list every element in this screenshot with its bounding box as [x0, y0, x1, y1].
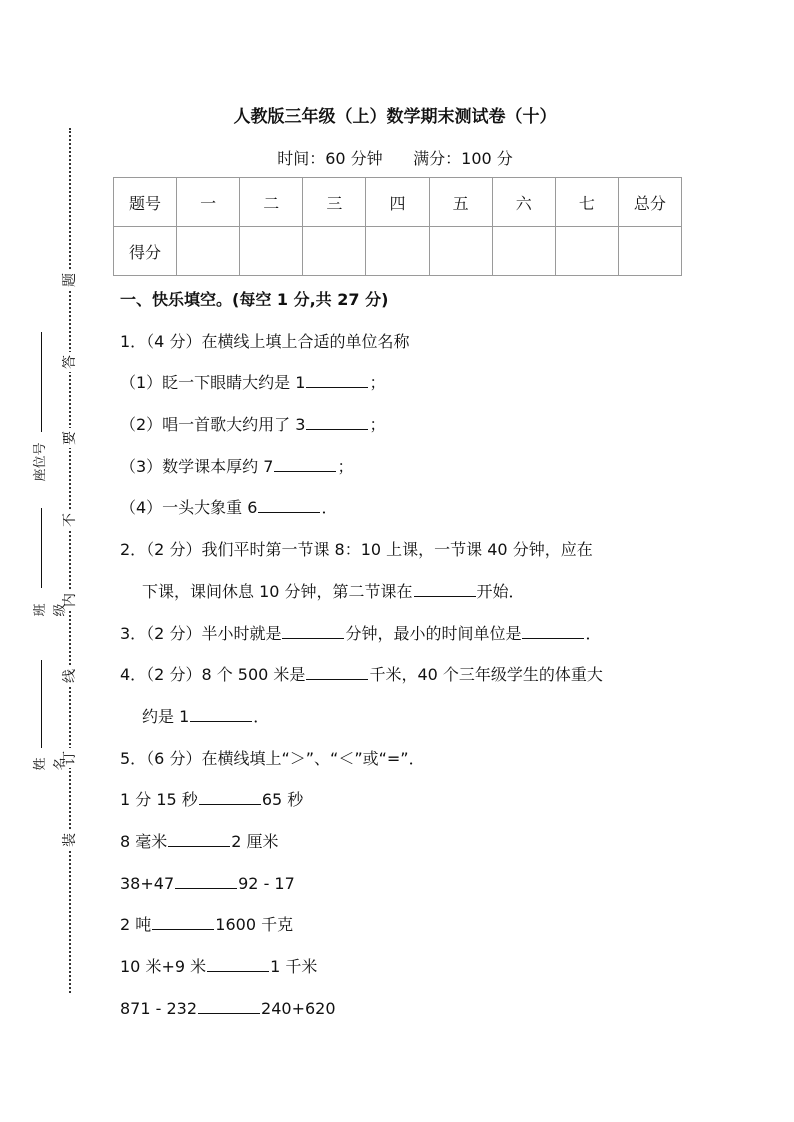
- answer-blank[interactable]: [190, 703, 252, 722]
- name-field-line[interactable]: [41, 660, 42, 748]
- answer-blank[interactable]: [282, 620, 344, 639]
- answer-blank[interactable]: [306, 411, 368, 430]
- item-text: 4．（2 分）8 个 500 米是: [120, 665, 306, 685]
- class-field-line[interactable]: [41, 508, 42, 588]
- comparison-left: 1 分 15 秒: [120, 790, 198, 810]
- score-cell[interactable]: [492, 227, 555, 276]
- question-1-item: [120, 452, 690, 494]
- comparison-item: [120, 994, 690, 1036]
- answer-blank[interactable]: [274, 453, 336, 472]
- score-table-header-cell: 四: [366, 178, 429, 227]
- score-table-header-cell: 总分: [618, 178, 681, 227]
- exam-time: 时间：60 分钟: [277, 149, 383, 168]
- comparison-right: 240+620: [261, 998, 336, 1018]
- item-punct: ．: [253, 706, 270, 726]
- answer-blank[interactable]: [175, 870, 237, 889]
- exam-info: [110, 146, 680, 172]
- comparison-item: [120, 785, 690, 827]
- comparison-left: 10 米+9 米: [120, 957, 207, 976]
- comparison-item: [120, 869, 690, 911]
- question-1-item: [120, 368, 690, 410]
- answer-blank[interactable]: [306, 369, 368, 388]
- score-table-header-cell: 六: [492, 178, 555, 227]
- score-table-header-row: [114, 178, 682, 227]
- seal-char-5: 不: [60, 510, 80, 530]
- comparison-right: 1600 千克: [215, 915, 294, 935]
- seal-char-8: 题: [60, 270, 80, 290]
- comparison-right: 92 - 17: [238, 873, 295, 893]
- seal-char-3: 线: [60, 666, 80, 686]
- item-punct: ；: [369, 373, 386, 393]
- answer-blank[interactable]: [199, 786, 261, 805]
- item-punct: ；: [337, 456, 354, 476]
- seal-char-4: 内: [60, 590, 80, 610]
- comparison-right: 65 秒: [261, 790, 304, 810]
- comparison-left: 38+47: [120, 873, 175, 893]
- score-table-score-row: [114, 227, 682, 276]
- question-content: [120, 285, 690, 1035]
- comparison-right: 1 千米: [270, 957, 318, 976]
- question-4-line-2: [120, 702, 690, 744]
- item-text: 分钟，最小的时间单位是: [345, 623, 522, 643]
- score-cell[interactable]: [429, 227, 492, 276]
- binding-dotted-line: [69, 128, 71, 993]
- question-5-stem: 5．（6 分）在横线填上“＞”、“＜”或“=”．: [120, 748, 425, 768]
- binding-margin: [0, 0, 110, 1122]
- answer-blank[interactable]: [258, 494, 320, 513]
- seal-char-7: 答: [60, 352, 80, 372]
- seal-char-1: 装: [60, 830, 80, 850]
- seat-label: 座位号: [33, 442, 48, 482]
- score-table-header-cell: 二: [240, 178, 303, 227]
- comparison-left: 871 - 232: [120, 998, 198, 1018]
- item-text: 3．（2 分）半小时就是: [120, 623, 282, 643]
- answer-blank[interactable]: [168, 828, 230, 847]
- score-cell[interactable]: [555, 227, 618, 276]
- question-1-item: [120, 410, 690, 452]
- score-cell[interactable]: [366, 227, 429, 276]
- score-cell[interactable]: [177, 227, 240, 276]
- question-1-item: [120, 493, 690, 535]
- seal-char-6: 要: [60, 428, 80, 448]
- item-punct: ；: [369, 415, 386, 435]
- item-text: （4）一头大象重 6: [120, 498, 258, 518]
- score-table-header-cell: 七: [555, 178, 618, 227]
- score-table-header-cell: 一: [177, 178, 240, 227]
- score-table-header-cell: 题号: [114, 178, 177, 227]
- item-text: （2）唱一首歌大约用了 3: [120, 415, 306, 435]
- exam-full-score: 满分：100 分: [413, 149, 513, 168]
- score-cell[interactable]: [240, 227, 303, 276]
- answer-blank[interactable]: [207, 953, 269, 972]
- item-text: （3）数学课本厚约 7: [120, 456, 274, 476]
- comparison-left: 8 毫米: [120, 831, 168, 851]
- score-cell[interactable]: [618, 227, 681, 276]
- item-punct: ．: [321, 498, 338, 518]
- question-2-line-2: [120, 577, 690, 619]
- comparison-item: [120, 827, 690, 869]
- answer-blank[interactable]: [414, 578, 476, 597]
- seal-char-2: 订: [60, 748, 80, 768]
- question-3: [120, 619, 690, 661]
- comparison-item: [120, 952, 690, 994]
- score-table-header-cell: 三: [303, 178, 366, 227]
- item-text: 约是 1: [142, 706, 190, 726]
- comparison-item: [120, 910, 690, 952]
- comparison-left: 2 吨: [120, 915, 152, 935]
- item-text: 千米，40 个三年级学生的体重大: [369, 665, 603, 685]
- page-title: 人教版三年级（上）数学期末测试卷（十）: [233, 107, 557, 127]
- comparison-right: 2 厘米: [231, 831, 279, 851]
- class-label: 班级: [33, 603, 68, 617]
- item-punct: ．: [585, 623, 602, 643]
- score-table: [113, 177, 682, 276]
- item-text: 下课，课间休息 10 分钟，第二节课在: [142, 581, 413, 601]
- question-2-line-1: 2．（2 分）我们平时第一节课 8：10 上课，一节课 40 分钟，应在: [120, 540, 593, 560]
- question-4-line-1: [120, 660, 690, 702]
- answer-blank[interactable]: [198, 995, 260, 1014]
- item-text: （1）眨一下眼睛大约是 1: [120, 373, 306, 393]
- score-row-label: 得分: [114, 227, 177, 276]
- item-text: 开始．: [476, 581, 525, 601]
- question-1-stem: 1．（4 分）在横线上填上合适的单位名称: [120, 331, 410, 351]
- answer-blank[interactable]: [522, 620, 584, 639]
- seat-field-line[interactable]: [41, 332, 42, 432]
- score-cell[interactable]: [303, 227, 366, 276]
- answer-blank[interactable]: [306, 661, 368, 680]
- answer-blank[interactable]: [152, 911, 214, 930]
- score-table-header-cell: 五: [429, 178, 492, 227]
- section-heading: 一、快乐填空。(每空 1 分,共 27 分): [120, 290, 389, 309]
- name-label: 姓名: [33, 757, 68, 771]
